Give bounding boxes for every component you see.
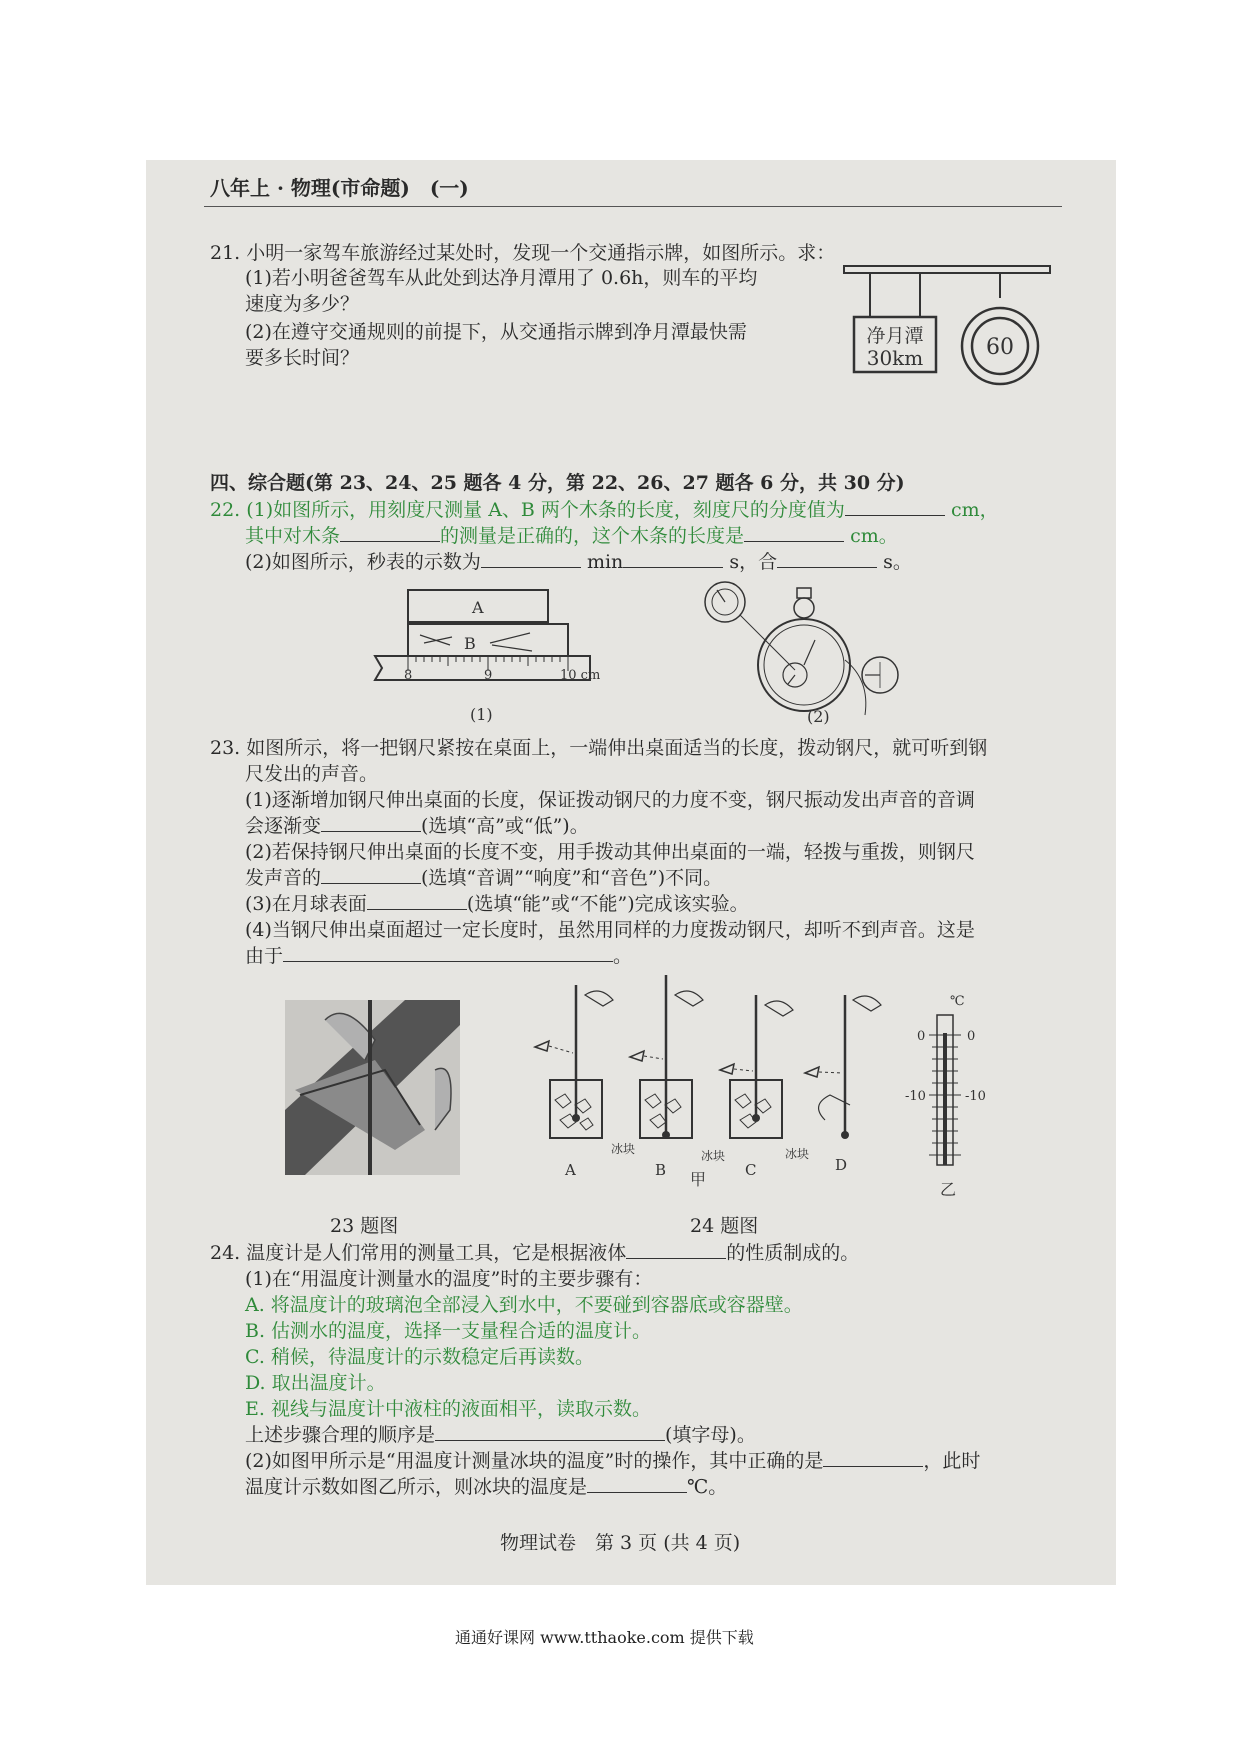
q24-step-e: E. 视线与温度计中液柱的液面相平，读取示数。 xyxy=(245,1398,651,1420)
wood-label-b: B xyxy=(464,634,476,653)
stopwatch-figure xyxy=(695,580,925,725)
q21-part1-line2: 速度为多少？ xyxy=(245,293,360,315)
scale-zero-right: 0 xyxy=(967,1029,976,1044)
q22-unit: s。 xyxy=(883,551,912,573)
q24-text: (2)如图甲所示是“用温度计测量冰块的温度”时的操作，其中正确的是 xyxy=(245,1450,824,1472)
q23-text: (3)在月球表面 xyxy=(245,893,367,915)
figure-caption: (2) xyxy=(807,707,830,725)
q23-text: 发声音的 xyxy=(245,867,322,889)
q24-part2-line1 xyxy=(245,1448,980,1474)
q23-line6 xyxy=(245,865,722,891)
beaker-b xyxy=(630,975,725,1179)
fig23-caption: 23 题图 xyxy=(330,1215,399,1237)
q23-line2: 尺发出的声音。 xyxy=(245,763,379,785)
q22-text: 其中对木条 xyxy=(245,525,341,547)
q23-line3: (1)逐渐增加钢尺伸出桌面的长度，保证拨动钢尺的力度不变，钢尺振动发出声音的音调 xyxy=(245,789,975,811)
q23-text: 。 xyxy=(613,945,633,967)
q22-unit: cm。 xyxy=(850,525,898,547)
sign-destination: 净月潭 xyxy=(866,325,924,347)
q21-part2-line2: 要多长时间？ xyxy=(245,347,360,369)
q22-unit: min xyxy=(586,551,624,573)
thermometer-d xyxy=(805,995,881,1174)
q23-text: 由于 xyxy=(245,945,284,967)
q23-line9 xyxy=(245,943,632,969)
answer-blank[interactable] xyxy=(367,891,467,910)
q24-text: ℃。 xyxy=(687,1476,728,1498)
q23-line1: 23. 如图所示，将一把钢尺紧按在桌面上，一端伸出桌面适当的长度，拨动钢尺，就可听到钢 xyxy=(210,737,988,759)
thermometer-scale xyxy=(905,994,986,1165)
q22-part1-line1 xyxy=(210,497,999,523)
q24-part1: (1)在“用温度计测量水的温度”时的主要步骤有： xyxy=(245,1268,653,1290)
q24-text: 上述步骤合理的顺序是 xyxy=(245,1424,436,1446)
q24-order xyxy=(245,1422,756,1448)
q23-line7 xyxy=(245,891,749,917)
traffic-sign-figure xyxy=(840,262,1055,387)
beaker-letter: C xyxy=(745,1161,757,1179)
answer-blank[interactable] xyxy=(321,813,421,832)
q24-stem xyxy=(210,1240,859,1266)
section4-heading: 四、综合题(第 23、24、25 题各 4 分，第 22、26、27 题各 6 分，共 30 分) xyxy=(210,472,905,494)
ruler-tick-label: 10 cm xyxy=(560,668,601,683)
scale-zero-left: 0 xyxy=(917,1029,926,1044)
wood-label-a: A xyxy=(472,598,484,617)
answer-blank[interactable] xyxy=(626,1240,726,1259)
answer-blank[interactable] xyxy=(340,523,440,542)
ruler-tick-label: 9 xyxy=(484,668,493,683)
page-footer: 物理试卷 第 3 页 (共 4 页) xyxy=(500,1532,741,1554)
answer-blank[interactable] xyxy=(283,943,613,962)
thermometer-letter: D xyxy=(835,1156,848,1174)
ice-label: 冰块 xyxy=(785,1147,810,1161)
fig-yi-label: 乙 xyxy=(940,1180,957,1199)
q24-step-a: A. 将温度计的玻璃泡全部浸入到水中，不要碰到容器底或容器壁。 xyxy=(245,1294,803,1316)
q22-text: 22. (1)如图所示，用刻度尺测量 A、B 两个木条的长度，刻度尺的分度值为 xyxy=(210,499,845,521)
source-credit: 通通好课网 www.tthaoke.com 提供下载 xyxy=(455,1628,754,1647)
answer-blank[interactable] xyxy=(435,1422,665,1441)
temp-unit: ℃ xyxy=(950,994,965,1009)
header-rule xyxy=(204,206,1062,207)
q24-step-c: C. 稍候，待温度计的示数稳定后再读数。 xyxy=(245,1346,594,1368)
q22-text: 的测量是正确的，这个木条的长度是 xyxy=(440,525,745,547)
answer-blank[interactable] xyxy=(823,1448,923,1467)
q24-text: 的性质制成的。 xyxy=(726,1242,860,1264)
figure-caption: (1) xyxy=(470,705,493,724)
q23-line8: (4)当钢尺伸出桌面超过一定长度时，虽然用同样的力度拨动钢尺，却听不到声音。这是 xyxy=(245,919,975,941)
beaker-a xyxy=(535,985,635,1179)
q22-unit: cm， xyxy=(950,499,999,521)
answer-blank[interactable] xyxy=(777,549,877,568)
beaker-letter: A xyxy=(565,1161,576,1179)
speed-limit-value: 60 xyxy=(986,335,1014,360)
q23-text: (选填“能”或“不能”)完成该实验。 xyxy=(466,893,749,915)
answer-blank[interactable] xyxy=(744,523,844,542)
q21-stem: 21. 小明一家驾车旅游经过某处时，发现一个交通指示牌，如图所示。求： xyxy=(210,242,836,264)
fig24-caption: 24 题图 xyxy=(690,1215,759,1237)
q21-part2-line1: (2)在遵守交通规则的前提下，从交通指示牌到净月潭最快需 xyxy=(245,321,747,343)
q24-step-b: B. 估测水的温度，选择一支量程合适的温度计。 xyxy=(245,1320,652,1342)
q22-part2 xyxy=(245,549,912,575)
q24-text: (填字母)。 xyxy=(665,1424,756,1446)
thermometer-figure xyxy=(525,975,1025,1200)
q23-text: (选填“音调”“响度”和“音色”)不同。 xyxy=(421,867,723,889)
ice-label: 冰块 xyxy=(701,1149,726,1163)
ruler-figure xyxy=(360,585,630,725)
q21-part1-line1: (1)若小明爸爸驾车从此处到达净月潭用了 0.6h，则车的平均 xyxy=(245,267,758,289)
page-header-title: 八年上 · 物理(市命题) (一) xyxy=(210,176,469,200)
beaker-letter: B xyxy=(655,1161,667,1179)
beaker-c xyxy=(720,995,809,1179)
answer-blank[interactable] xyxy=(845,497,945,516)
answer-blank[interactable] xyxy=(623,549,723,568)
ruler-tick-label: 8 xyxy=(404,668,413,683)
q24-text: 24. 温度计是人们常用的测量工具，它是根据液体 xyxy=(210,1242,627,1264)
sign-distance: 30km xyxy=(866,346,924,370)
q23-line5: (2)若保持钢尺伸出桌面的长度不变，用手拨动其伸出桌面的一端，轻拨与重拨，则钢尺 xyxy=(245,841,975,863)
q22-text: (2)如图所示，秒表的示数为 xyxy=(245,551,481,573)
answer-blank[interactable] xyxy=(587,1474,687,1493)
q22-part1-line2 xyxy=(245,523,898,549)
q23-text: (选填“高”或“低”)。 xyxy=(421,815,589,837)
fig-jia-label: 甲 xyxy=(690,1170,707,1189)
scale-neg10-right: -10 xyxy=(965,1089,986,1104)
q24-text: 温度计示数如图乙所示，则冰块的温度是 xyxy=(245,1476,588,1498)
answer-blank[interactable] xyxy=(321,865,421,884)
q24-text: ，此时 xyxy=(923,1450,981,1472)
q23-line4 xyxy=(245,813,589,839)
scale-neg10-left: -10 xyxy=(905,1089,926,1104)
q23-text: 会逐渐变 xyxy=(245,815,322,837)
answer-blank[interactable] xyxy=(481,549,581,568)
q24-part2-line2 xyxy=(245,1474,727,1500)
ice-label: 冰块 xyxy=(611,1142,636,1156)
steel-ruler-photo xyxy=(285,1000,460,1175)
q22-unit: s，合 xyxy=(729,551,778,573)
q24-step-d: D. 取出温度计。 xyxy=(245,1372,386,1394)
